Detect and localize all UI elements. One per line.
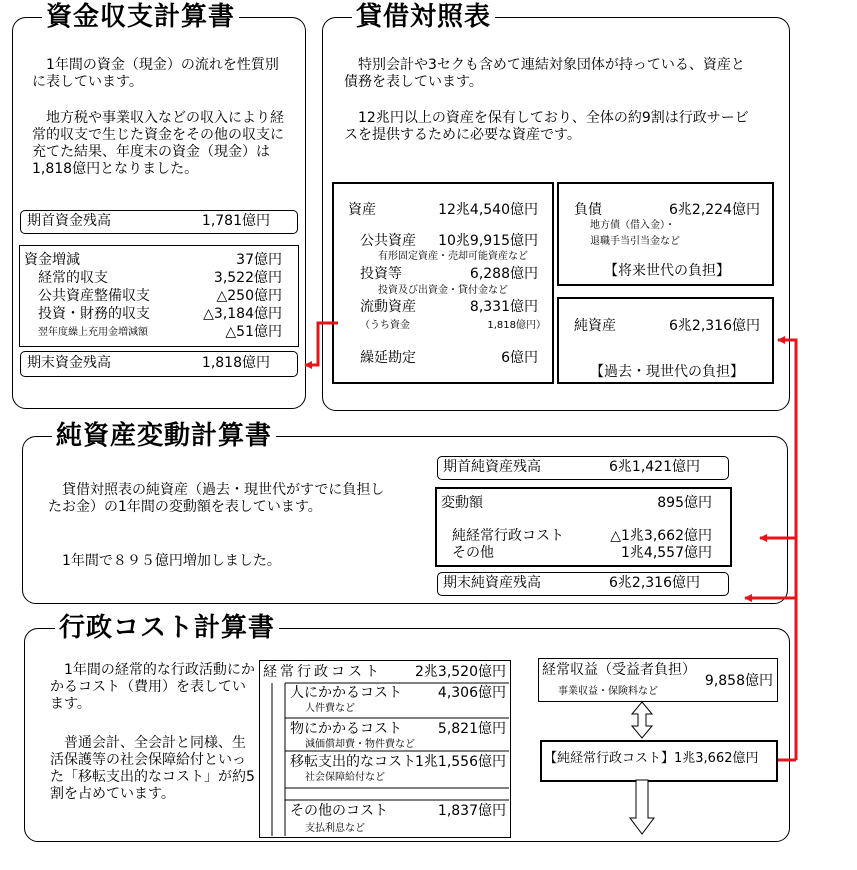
people-cost-label: 人にかかるコスト <box>290 685 402 701</box>
public-assets-note: 有形固定資産・売却可能資産など <box>378 251 528 262</box>
cash-carry-label: 翌年度繰上充用金増減額 <box>38 327 148 338</box>
na-cost-value: △1兆3,662億円 <box>610 528 712 544</box>
transfer-cost-value: 1兆1,556億円 <box>415 754 506 770</box>
cash-change-label: 資金増減 <box>24 252 80 268</box>
current-assets-value: 8,331億円 <box>469 299 538 315</box>
admin-cost-desc-2: 普通会計、全会計と同様、生活保護等の社会保障給付といった「移転支出的なコスト」が約5割を占めています。 <box>50 735 255 802</box>
na-cost-label: 純経常行政コスト <box>452 528 564 544</box>
na-change-value: 895億円 <box>657 495 712 511</box>
transfer-cost-note: 社会保障給付など <box>305 772 385 783</box>
liabilities-note-2: 退職手当引当金など <box>590 236 680 247</box>
cost-table-lines <box>272 683 509 836</box>
cash-change-value: 37億円 <box>236 252 282 268</box>
net-assets-label: 純資産 <box>574 318 616 334</box>
cash-item-label: 公共資産整備収支 <box>38 288 150 304</box>
cash-item-value: 3,522億円 <box>213 270 282 286</box>
investments-label: 投資等 <box>360 266 402 282</box>
net-assets-change-desc-2: 1年間で８９５億円増加しました。 <box>48 553 281 569</box>
people-cost-note: 人件費など <box>305 703 355 714</box>
na-opening-value: 6兆1,421億円 <box>609 459 700 475</box>
things-cost-note: 減価償却費・物件費など <box>305 739 415 750</box>
investments-value: 6,288億円 <box>469 266 538 282</box>
liabilities-note-1: 地方債（借入金）・ <box>590 220 675 231</box>
na-change-label: 変動額 <box>441 495 483 511</box>
net-assets-value: 6兆2,316億円 <box>669 318 760 334</box>
balance-sheet-title: 貸借対照表 <box>352 2 495 32</box>
deferred-value: 6億円 <box>501 350 538 366</box>
others-cost-note: 支払利息など <box>305 823 365 834</box>
others-cost-value: 1,837億円 <box>437 803 506 819</box>
people-cost-value: 4,306億円 <box>437 685 506 701</box>
cash-closing-label: 期末資金残高 <box>27 355 111 371</box>
others-cost-label: その他のコスト <box>290 803 388 819</box>
cash-item-value: △250億円 <box>216 288 282 304</box>
cash-flow-title: 資金収支計算書 <box>42 2 239 32</box>
balance-sheet-desc-2: 12兆円以上の資産を保有しており、全体の約9割は行政サービスを提供するために必要な資産です。 <box>344 110 749 143</box>
na-other-label: その他 <box>452 545 494 561</box>
cash-flow-desc-1: 1年間の資金（現金）の流れを性質別に表しています。 <box>32 57 279 90</box>
revenue-note: 事業収益・保険料など <box>558 686 658 697</box>
na-closing-label: 期末純資産残高 <box>443 575 541 591</box>
net-assets-change-title: 純資産変動計算書 <box>52 421 276 451</box>
net-assets-change-desc-1: 貸借対照表の純資産（過去・現世代がすでに負担したお金）の1年間の変動額を表しています。 <box>48 482 385 515</box>
red-arrow-cash <box>305 323 338 365</box>
na-closing-value: 6兆2,316億円 <box>609 575 700 591</box>
current-assets-label: 流動資産 <box>360 299 416 315</box>
admin-cost-desc-1: 1年間の経常的な行政活動にかかるコスト（費用）を表しています。 <box>50 662 255 712</box>
cash-opening-value: 1,781億円 <box>201 213 270 229</box>
investments-note: 投資及び出資金・貸付金など <box>378 285 508 296</box>
things-cost-value: 5,821億円 <box>437 721 506 737</box>
cash-opening-label: 期首資金残高 <box>27 213 111 229</box>
assets-value: 12兆4,540億円 <box>438 202 538 218</box>
net-cost-label: 【純経常行政コスト】1兆3,662億円 <box>544 751 759 766</box>
admin-cost-title: 行政コスト計算書 <box>55 613 279 643</box>
white-arrows <box>630 702 654 834</box>
liabilities-value: 6兆2,224億円 <box>669 202 760 218</box>
cash-item-label: 経常的収支 <box>38 270 108 286</box>
liabilities-burden: 【将来世代の負担】 <box>604 263 730 279</box>
cost-total-label: 経常行政コスト <box>263 664 382 680</box>
assets-label: 資産 <box>348 202 376 218</box>
revenue-value: 9,858億円 <box>704 673 773 689</box>
net-assets-burden: 【過去・現世代の負担】 <box>590 364 744 380</box>
deferred-label: 繰延勘定 <box>360 350 416 366</box>
cash-flow-desc-2: 地方税や事業収入などの収入により経常的収支で生じた資金をその他の収支に充てた結果、年度末の資金（現金）は1,818億円となりました。 <box>32 110 284 177</box>
cash-carry-value: △51億円 <box>225 324 282 340</box>
red-arrow-net <box>745 340 796 760</box>
cost-total-value: 2兆3,520億円 <box>415 664 506 680</box>
na-opening-label: 期首純資産残高 <box>443 459 541 475</box>
revenue-label: 経常収益（受益者負担） <box>542 662 696 678</box>
cash-item-value: △3,184億円 <box>203 306 282 322</box>
cash-included-label: （うち資金 <box>360 320 410 331</box>
public-assets-value: 10兆9,915億円 <box>438 233 538 249</box>
liabilities-label: 負債 <box>574 202 602 218</box>
na-other-value: 1兆4,557億円 <box>621 545 712 561</box>
things-cost-label: 物にかかるコスト <box>290 721 402 737</box>
cash-included-value: 1,818億円） <box>487 320 546 331</box>
cash-item-label: 投資・財務的収支 <box>38 306 150 322</box>
public-assets-label: 公共資産 <box>360 233 416 249</box>
transfer-cost-label: 移転支出的なコスト <box>290 754 416 770</box>
cash-closing-value: 1,818億円 <box>201 355 270 371</box>
balance-sheet-desc-1: 特別会計や3セクも含めて連結対象団体が持っている、資産と債務を表しています。 <box>344 57 745 90</box>
